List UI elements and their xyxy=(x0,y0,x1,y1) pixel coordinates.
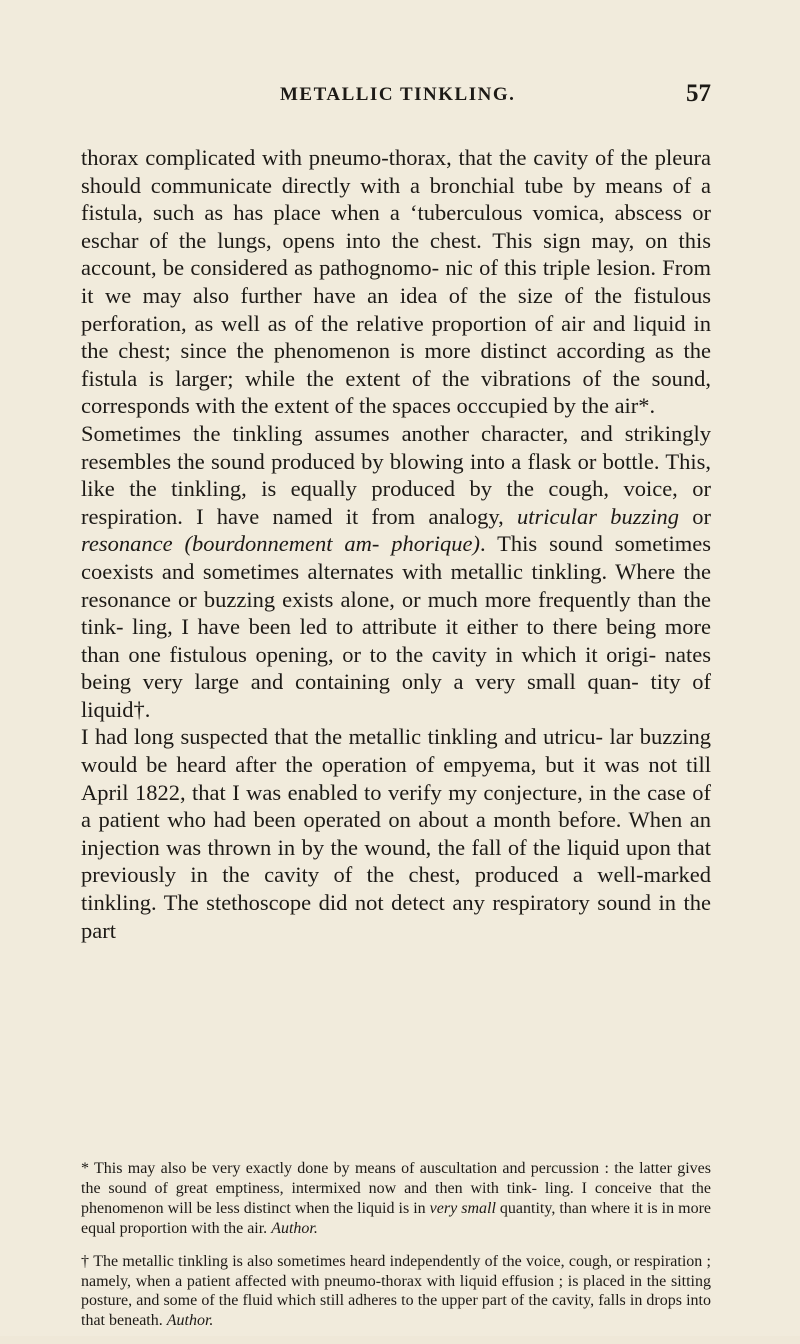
term-resonance: resonance (bourdonnement am- phorique) xyxy=(81,531,481,557)
footnote-1 xyxy=(81,1159,711,1239)
footnote-1-italic: very small xyxy=(429,1199,496,1217)
paragraph-3: I had long suspected that the metallic tinkling and utricu- lar buzzing would be heard after the operation of empyema, but it was not till April 1822, that I was enabled to verify my conjecture, in the case of a patient who had been operated on about a month before. When an injection was thrown in by the wound, the fall of the liquid upon that previously in the cavity of the chest, produced a well-marked tinkling. The stethoscope did not detect any respiratory sound in the part xyxy=(81,724,711,943)
paragraph-1: thorax complicated with pneumo-thorax, that the cavity of the pleura should communicate directly with a bronchial tube by means of a fistula, such as has place when a ‘tuberculous vomica, abscess or eschar of the lungs, opens into the chest. This sign may, on this account, be considered as pathognomo- nic of this triple lesion. From it we may also further have an idea of the size of the fistulous perforation, as well as of the relative proportion of air and liquid in the chest; since the phenomenon is more distinct according as the fistula is larger; while the extent of the vibrations of the sound, corresponds with the extent of the spaces occcupied by the air*. xyxy=(81,145,711,419)
footnote-2 xyxy=(81,1252,711,1332)
footnote-1-text-b: quantity, than where it is in more equal proportion with the air. xyxy=(81,1199,712,1237)
footnote-2-author: Author. xyxy=(166,1312,214,1330)
footnotes xyxy=(81,1159,711,1344)
paragraph-2-text-a: Sometimes the tinkling assumes another character, and strikingly resembles the sound produced by blowing into a flask or bottle. This, like the tinkling, is equally produced by the cough, voice, or respiration. I have named it from analogy, xyxy=(81,420,711,529)
paragraph-2-text-b: . This sound sometimes coexists and sometimes alternates with metallic tinkling. Where the resonance or buzzing exists alone, or much more frequently than the tink- ling, I have been led to attribute it either to there being more than one fistulous opening, or to the cavity in which it origi- nates being very large and containing only a very small quan- tity of liquid†. xyxy=(81,531,711,722)
footnote-1-author: Author. xyxy=(271,1219,318,1237)
term-utricular-buzzing: utricular buzzing xyxy=(517,503,680,529)
page-number: 57 xyxy=(686,80,711,107)
paragraph-2-or: or xyxy=(679,503,711,529)
running-head xyxy=(0,80,800,114)
footnote-2-text: † The metallic tinkling is also sometimes heard independently of the voice, cough, or respiration ; namely, when a patient affected with pneumo-thorax with liquid effusion ; is placed in the sitting posture, and some of the fluid which still adheres to the upper part of the cavity, falls in drops into that beneath. xyxy=(81,1252,711,1330)
main-text xyxy=(81,144,711,944)
paragraph-2 xyxy=(81,420,711,724)
footnote-1-text-a: * This may also be very exactly done by means of auscultation and percussion : the latter gives the sound of great emptiness, intermixed now and then with tink- ling. I conceive that the phenomenon will be less distinct when the liquid is in xyxy=(81,1160,711,1217)
running-title: METALLIC TINKLING. xyxy=(280,84,516,105)
